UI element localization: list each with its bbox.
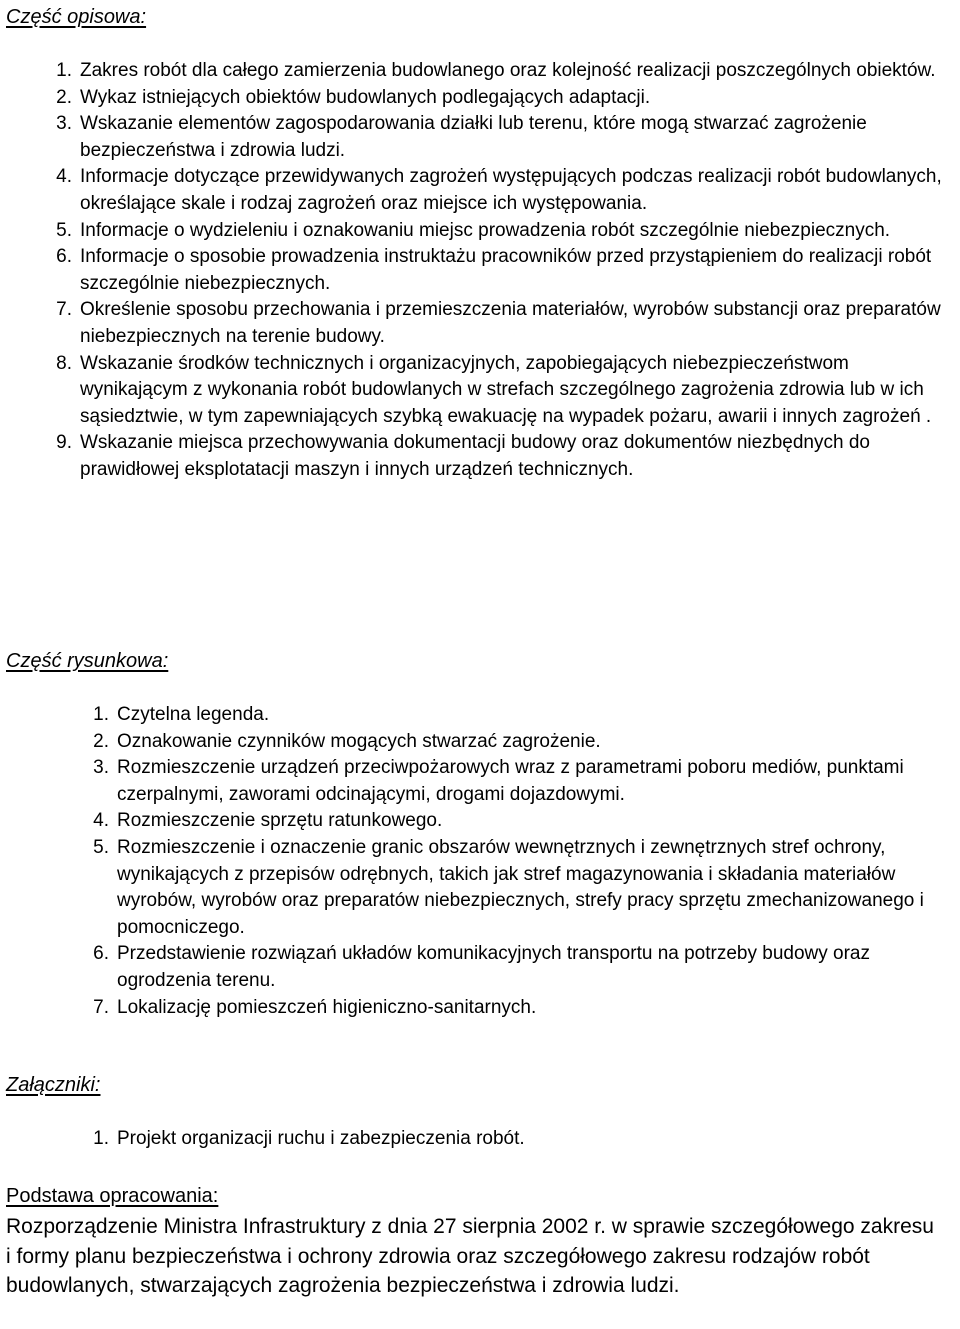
item-number: 5. [56,219,72,241]
list-item [56,164,960,217]
list-czesc-opisowa [56,58,960,484]
list-item [93,941,949,994]
item-text: Czytelna legenda. [117,704,270,725]
list-item [93,995,949,1022]
item-text: Rozmieszczenie urządzeń przeciwpożarowych wraz z parametrami poboru mediów, punktami czerpalnymi, zaworami odcinającymi, drogami dojazdowymi. [117,757,904,805]
list-item [56,58,960,85]
list-item [56,85,960,112]
list-item [93,755,949,808]
item-text: Rozmieszczenie i oznaczenie granic obszarów wewnętrznych i zewnętrznych stref ochrony, wynikających z przepisów odrębnych, takich jak stref magazynowania i składania materiałów wyrobów, wyrobów oraz preparatów niebezpiecznych, strefy pracy sprzętu zmechanizowanego i pomocniczego. [117,836,924,938]
item-text: Przedstawienie rozwiązań układów komunikacyjnych transportu na potrzeby budowy oraz ogrodzenia terenu. [117,943,870,991]
item-text: Zakres robót dla całego zamierzenia budowlanego oraz kolejność realizacji poszczególnych obiektów. [80,60,936,81]
list-item [56,244,960,297]
item-number: 4. [93,810,109,832]
list-item [93,702,949,729]
list-czesc-rysunkowa [93,702,949,1021]
item-text: Informacje o sposobie prowadzenia instruktażu pracowników przed przystąpieniem do realizacji robót szczególnie niebezpiecznych. [80,246,932,294]
list-item [93,729,949,756]
item-text: Określenie sposobu przechowania i przemieszczenia materiałów, wyrobów substancji oraz preparatów niebezpiecznych na terenie budowy. [80,299,941,347]
list-item [56,297,960,350]
section-heading-podstawa-opracowania: Podstawa opracowania: [6,1185,219,1207]
list-item [93,835,949,941]
item-text: Wskazanie elementów zagospodarowania działki lub terenu, które mogą stwarzać zagrożenie bezpieczeństwa i zdrowia ludzi. [80,113,867,161]
item-number: 1. [93,704,109,725]
item-text: Informacje o wydzieleniu i oznakowaniu miejsc prowadzenia robót szczególnie niebezpiecznych. [80,219,891,241]
item-text: Projekt organizacji ruchu i zabezpieczenia robót. [117,1128,525,1149]
podstawa-opracowania-text: Rozporządzenie Ministra Infrastruktury z dnia 27 sierpnia 2002 r. w sprawie szczegółowego zakresu i formy planu bezpieczeństwa i ochrony zdrowia oraz szczegółowego zakresu rodzajów robót budowlanych, stwarzających zagrożenia bezpieczeństwa i zdrowia ludzi. [6,1215,934,1298]
item-number: 5. [93,836,109,858]
item-text: Lokalizację pomieszczeń higieniczno-sanitarnych. [117,996,537,1018]
item-number: 7. [56,299,72,321]
section-heading-czesc-opisowa: Część opisowa: [6,6,147,28]
item-text: Oznakowanie czynników mogących stwarzać zagrożenie. [117,730,601,752]
list-item [56,111,960,164]
list-item [56,430,960,483]
list-item [93,808,949,835]
section-heading-zalaczniki: Załączniki: [6,1074,101,1096]
list-item [56,218,960,245]
item-number: 6. [93,943,109,965]
item-text: Informacje dotyczące przewidywanych zagrożeń występujących podczas realizacji robót budowlanych, określające skale i rodzaj zagrożeń oraz miejsce ich występowania. [80,166,942,214]
item-number: 3. [93,757,109,779]
item-text: Rozmieszczenie sprzętu ratunkowego. [117,810,443,832]
list-item [93,1126,949,1153]
item-number: 3. [56,113,72,135]
item-number: 6. [56,246,72,268]
item-text: Wskazanie środków technicznych i organizacyjnych, zapobiegających niebezpieczeństwom wynikającym z wykonania robót budowlanych w strefach szczególnego zagrożenia zdrowia lub w ich sąsiedztwie, w tym zapewniających szybką ewakuację na wypadek pożaru, awarii i innych zagrożeń . [80,352,932,427]
item-number: 7. [93,996,109,1018]
item-number: 2. [56,86,72,108]
list-item [56,351,960,431]
item-number: 1. [93,1128,109,1149]
item-number: 8. [56,352,72,374]
item-text: Wskazanie miejsca przechowywania dokumentacji budowy oraz dokumentów niezbędnych do prawidłowej eksplotatacji maszyn i innych urządzeń technicznych. [80,432,870,480]
section-heading-czesc-rysunkowa: Część rysunkowa: [6,650,169,672]
item-number: 9. [56,432,72,454]
item-number: 1. [56,60,72,81]
item-number: 4. [56,166,72,188]
item-number: 2. [93,730,109,752]
list-zalaczniki [93,1126,949,1153]
item-text: Wykaz istniejących obiektów budowlanych podlegających adaptacji. [80,86,651,108]
